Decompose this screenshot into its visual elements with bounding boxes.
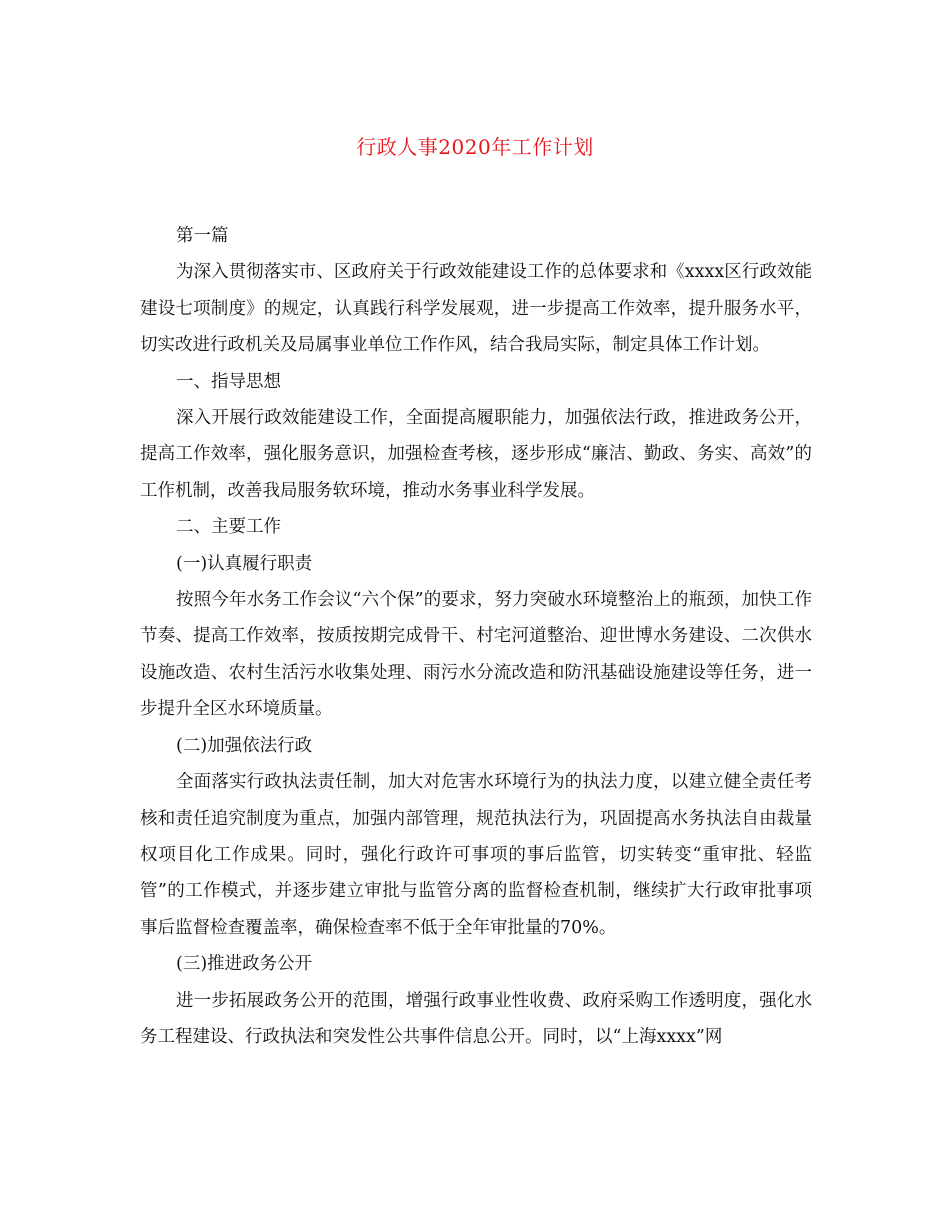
document-body xyxy=(140,218,812,1055)
section-heading: 一、指导思想 xyxy=(176,371,281,392)
body-paragraph: 深入开展行政效能建设工作，全面提高履职能力，加强依法行政，推进政务公开，提高工作效率，强化服务意识，加强检查考核，逐步形成“廉洁、勤政、务实、高效”的工作机制，改善我局服务软环境，推动水务事业科学发展。 xyxy=(140,408,812,501)
body-paragraph: 按照今年水务工作会议“六个保”的要求，努力突破水环境整治上的瓶颈，加快工作节奏、提高工作效率，按质按期完成骨干、村宅河道整治、迎世博水务建设、二次供水设施改造、农村生活污水收集处理、雨污水分流改造和防汛基础设施建设等任务，进一步提升全区水环境质量。 xyxy=(140,590,812,720)
section-heading: 二、主要工作 xyxy=(176,517,281,538)
document-title: 行政人事2020年工作计划 xyxy=(356,135,594,159)
body-paragraph: 全面落实行政执法责任制，加大对危害水环境行为的执法力度，以建立健全责任考核和责任追究制度为重点，加强内部管理，规范执法行为，巩固提高水务执法自由裁量权项目化工作成果。同时，强化行政许可事项的事后监管，切实转变“重审批、轻监管”的工作模式，并逐步建立审批与监管分离的监督检查机制，继续扩大行政审批事项事后监督检查覆盖率，确保检查率不低于全年审批量的70%。 xyxy=(140,772,812,938)
section-heading: 第一篇 xyxy=(176,226,229,246)
subsection-heading: (三)推进政务公开 xyxy=(176,954,313,975)
body-paragraph: 进一步拓展政务公开的范围，增强行政事业性收费、政府采购工作透明度，强化水务工程建设、行政执法和突发性公共事件信息公开。同时，以“上海xxxx”网 xyxy=(140,990,812,1047)
subsection-heading: (二)加强依法行政 xyxy=(176,735,313,756)
subsection-heading: (一)认真履行职责 xyxy=(176,553,313,574)
intro-paragraph: 为深入贯彻落实市、区政府关于行政效能建设工作的总体要求和《xxxx区行政效能建设七项制度》的规定，认真践行科学发展观，进一步提高工作效率，提升服务水平，切实改进行政机关及局属事业单位工作作风，结合我局实际，制定具体工作计划。 xyxy=(140,262,812,356)
